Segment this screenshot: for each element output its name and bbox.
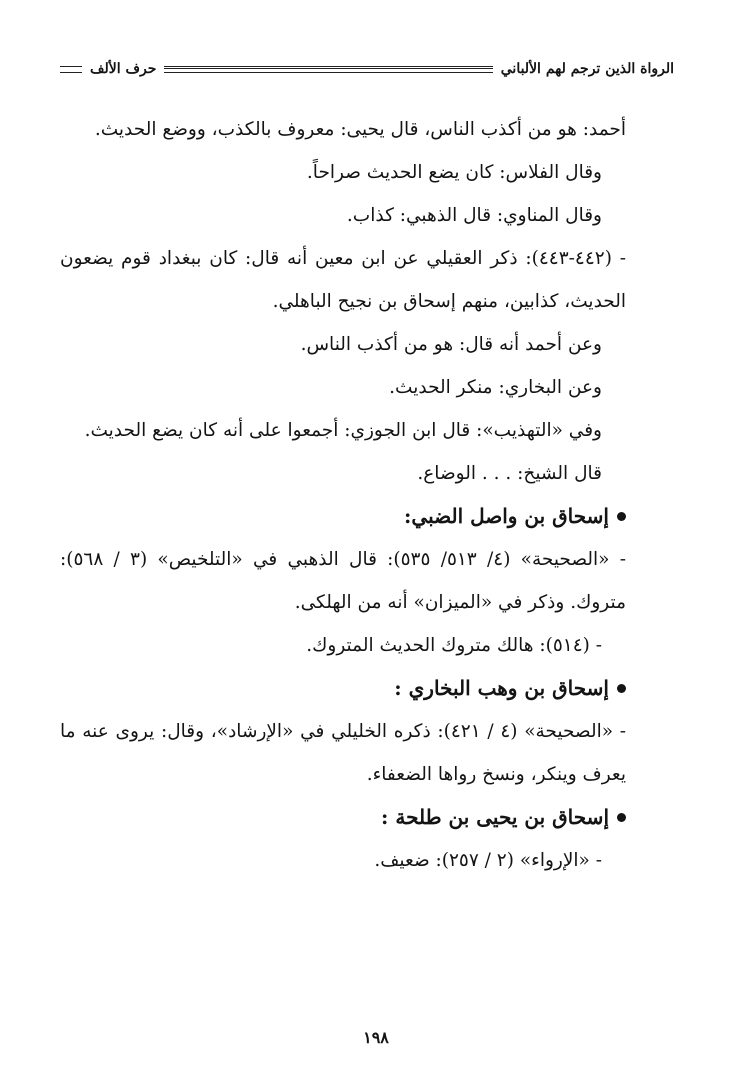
entry-heading-text: إسحاق بن واصل الضبي: [404,504,609,528]
entry-heading-text: إسحاق بن وهب البخاري : [394,676,609,700]
paragraph: وفي «التهذيب»: قال ابن الجوزي: أجمعوا على أنه كان يضع الحديث. [84,420,602,441]
chapter-title: حرف الألف [90,61,157,77]
paragraph: وقال الفلاس: كان يضع الحديث صراحاً. [306,162,602,183]
paragraph: وعن البخاري: منكر الحديث. [389,377,602,398]
paragraph: وقال المناوي: قال الذهبي: كذاب. [346,205,602,226]
bullet-icon [617,512,626,521]
paragraph: قال الشيخ: . . . الوضاع. [417,463,602,484]
book-title: الرواة الذين ترجم لهم الألباني [500,61,674,77]
page-number: ١٩٨ [363,1028,389,1047]
bullet-icon [617,684,626,693]
entry-heading-text: إسحاق بن يحيى بن طلحة : [381,805,609,829]
running-header [60,55,674,83]
entry-heading [60,796,626,839]
citation-paragraph: - (٤٤٢-٤٤٣): ذكر العقيلي عن ابن معين أنه قال: كان ببغداد قوم يضعون الحديث، كذابين، منهم إسحاق بن نجيح الباهلي. [60,248,626,312]
header-end-rule [60,66,82,73]
paragraph: وعن أحمد أنه قال: هو من أكذب الناس. [300,334,602,355]
body-text [60,108,626,882]
citation-paragraph: - «الصحيحة» (٤ / ٤٢١): ذكره الخليلي في «الإرشاد»، وقال: يروى عنه ما يعرف وينكر، ونسخ رواها الضعفاء. [60,721,626,785]
paragraph: - (٥١٤): هالك متروك الحديث المتروك. [306,635,602,656]
entry-heading [60,667,626,710]
bullet-icon [617,813,626,822]
citation-paragraph: - «الصحيحة» (٤/ ٥١٣/ ٥٣٥): قال الذهبي في «التلخيص» (٣ / ٥٦٨): متروك. وذكر في «الميزان» أنه من الهلكى. [60,549,627,613]
header-rule [164,66,492,73]
paragraph: أحمد: هو من أكذب الناس، قال يحيى: معروف بالكذب، ووضع الحديث. [94,119,626,140]
paragraph: - «الإرواء» (٢ / ٢٥٧): ضعيف. [374,850,602,871]
entry-heading [60,495,626,538]
